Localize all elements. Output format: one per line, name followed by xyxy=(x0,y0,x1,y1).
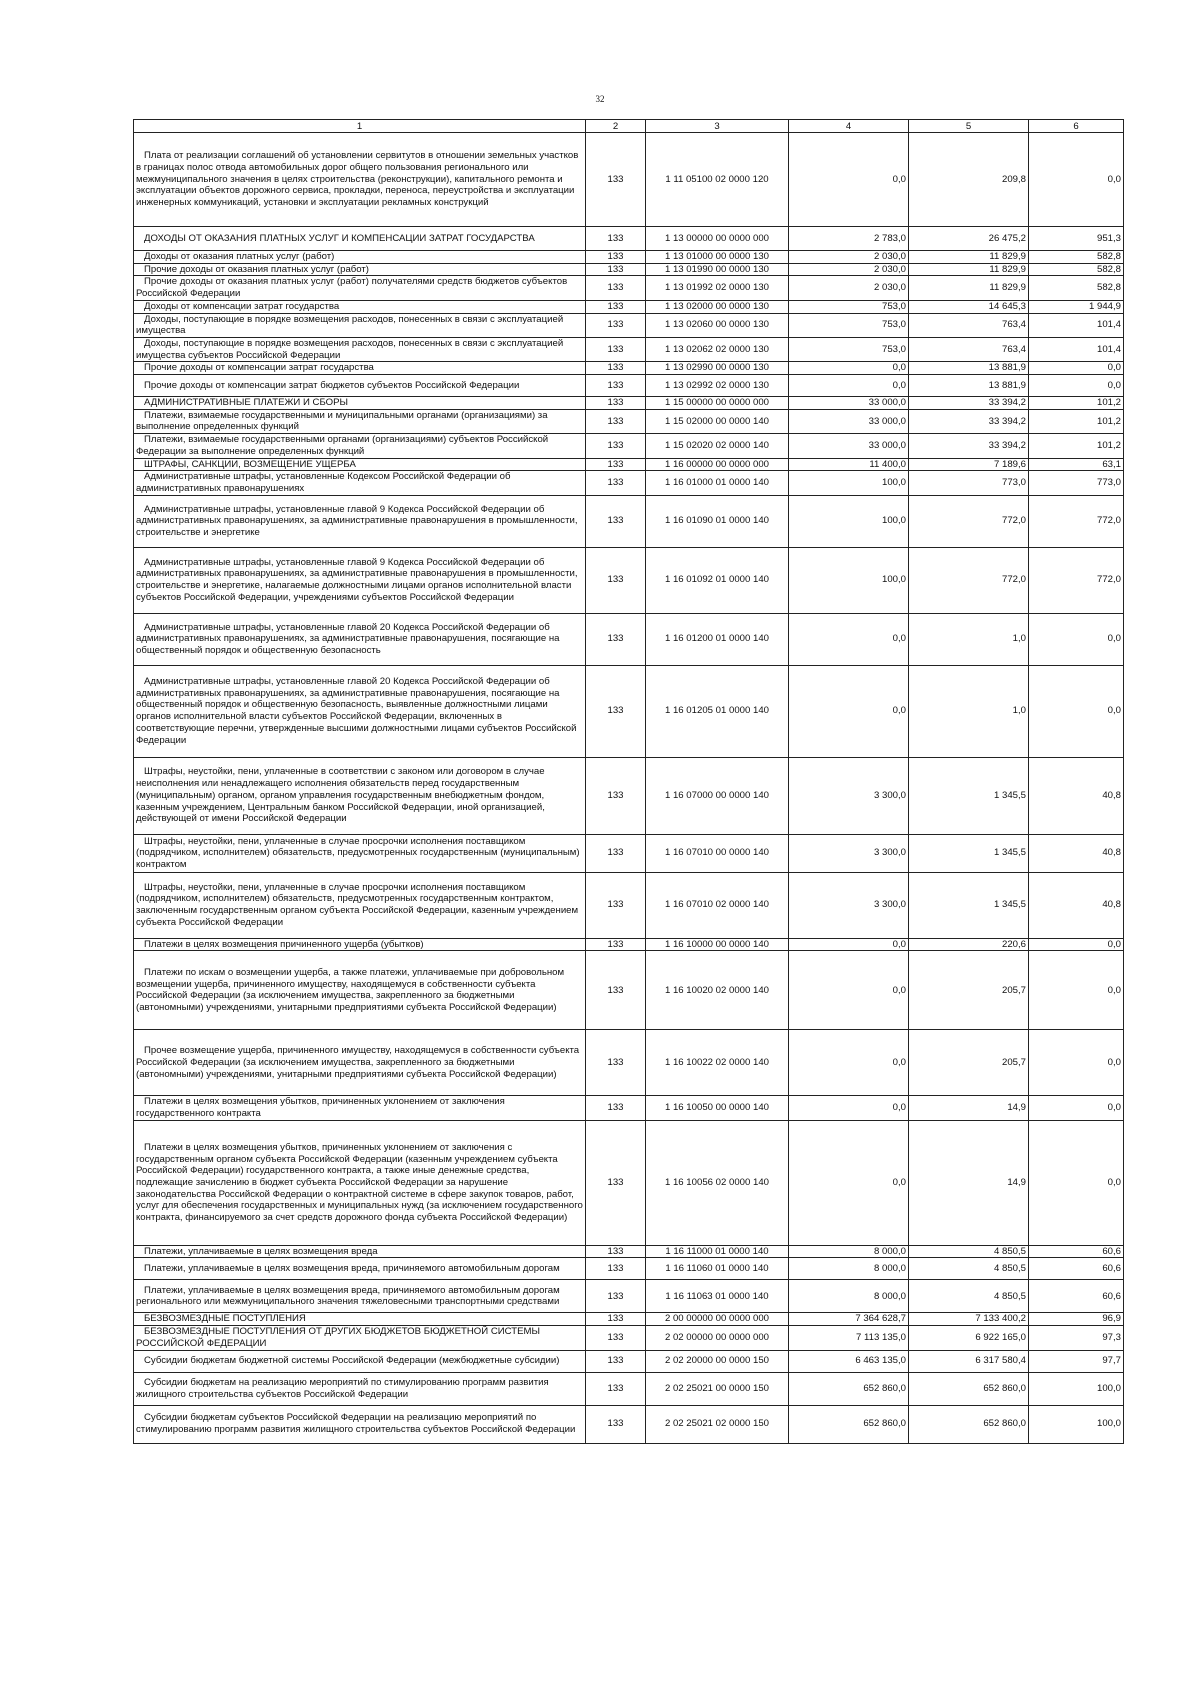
percent-value-cell: 60,6 xyxy=(1029,1258,1124,1280)
budget-code-cell: 1 16 01200 01 0000 140 xyxy=(646,613,789,665)
table-row xyxy=(134,434,1124,458)
actual-value-cell: 773,0 xyxy=(909,471,1029,495)
actual-value-cell: 4 850,5 xyxy=(909,1280,1029,1313)
percent-value-cell: 582,8 xyxy=(1029,276,1124,300)
percent-value-cell: 0,0 xyxy=(1029,1096,1124,1120)
plan-value-cell: 2 030,0 xyxy=(789,276,909,300)
row-name-cell: Платежи, взимаемые государственными и муниципальными органами (организациями) за выполнение определенных функций xyxy=(134,409,586,433)
admin-code-cell: 133 xyxy=(586,938,646,951)
row-name-cell: Прочие доходы от оказания платных услуг (работ) получателями средств бюджетов субъектов Российской Федерации xyxy=(134,276,586,300)
budget-code-cell: 1 13 01990 00 0000 130 xyxy=(646,263,789,276)
actual-value-cell: 26 475,2 xyxy=(909,227,1029,251)
table-row xyxy=(134,300,1124,313)
row-name-cell: Административные штрафы, установленные Кодексом Российской Федерации об административных правонарушениях xyxy=(134,471,586,495)
actual-value-cell: 205,7 xyxy=(909,1030,1029,1096)
plan-value-cell: 753,0 xyxy=(789,300,909,313)
percent-value-cell: 63,1 xyxy=(1029,458,1124,471)
table-row xyxy=(134,1350,1124,1372)
admin-code-cell: 133 xyxy=(586,471,646,495)
row-name-cell: Штрафы, неустойки, пени, уплаченные в случае просрочки исполнения поставщиком (подрядчиком, исполнителем) обязательств, предусмотренных государственным (муниципальным) контрактом xyxy=(134,834,586,872)
row-name-cell: Административные штрафы, установленные главой 9 Кодекса Российской Федерации об административных правонарушениях, за административные правонарушения в промышленности, строительстве и энергетике, налагаемые должностными лицами органов исполнительной власти субъектов Российской Федерации, учреждениями субъектов Российской Федерации xyxy=(134,547,586,613)
table-row xyxy=(134,1120,1124,1245)
plan-value-cell: 8 000,0 xyxy=(789,1245,909,1258)
budget-code-cell: 2 02 20000 00 0000 150 xyxy=(646,1350,789,1372)
row-name-cell: Прочие доходы от компенсации затрат государства xyxy=(134,362,586,375)
table-row xyxy=(134,613,1124,665)
admin-code-cell: 133 xyxy=(586,665,646,757)
row-name-cell: Доходы от оказания платных услуг (работ) xyxy=(134,251,586,264)
percent-value-cell: 772,0 xyxy=(1029,547,1124,613)
plan-value-cell: 0,0 xyxy=(789,1096,909,1120)
actual-value-cell: 14,9 xyxy=(909,1120,1029,1245)
percent-value-cell: 0,0 xyxy=(1029,951,1124,1030)
table-row xyxy=(134,938,1124,951)
row-name-cell: Платежи, уплачиваемые в целях возмещения вреда xyxy=(134,1245,586,1258)
row-name-cell: АДМИНИСТРАТИВНЫЕ ПЛАТЕЖИ И СБОРЫ xyxy=(134,397,586,410)
row-name-cell: Субсидии бюджетам на реализацию мероприятий по стимулированию программ развития жилищного строительства субъектов Российской Федерации xyxy=(134,1372,586,1405)
admin-code-cell: 133 xyxy=(586,872,646,938)
budget-code-cell: 1 16 07000 00 0000 140 xyxy=(646,757,789,834)
percent-value-cell: 101,2 xyxy=(1029,397,1124,410)
table-row xyxy=(134,1030,1124,1096)
percent-value-cell: 97,7 xyxy=(1029,1350,1124,1372)
plan-value-cell: 8 000,0 xyxy=(789,1258,909,1280)
plan-value-cell: 0,0 xyxy=(789,938,909,951)
percent-value-cell: 40,8 xyxy=(1029,872,1124,938)
plan-value-cell: 0,0 xyxy=(789,1120,909,1245)
table-row xyxy=(134,133,1124,227)
table-row xyxy=(134,1372,1124,1405)
table-row xyxy=(134,471,1124,495)
plan-value-cell: 0,0 xyxy=(789,362,909,375)
budget-code-cell: 1 16 10056 02 0000 140 xyxy=(646,1120,789,1245)
revenue-table xyxy=(133,119,1124,1444)
percent-value-cell: 100,0 xyxy=(1029,1405,1124,1443)
row-name-cell: Платежи в целях возмещения причиненного ущерба (убытков) xyxy=(134,938,586,951)
budget-code-cell: 1 16 00000 00 0000 000 xyxy=(646,458,789,471)
row-name-cell: Доходы, поступающие в порядке возмещения расходов, понесенных в связи с эксплуатацией имущества субъектов Российской Федерации xyxy=(134,337,586,361)
table-row xyxy=(134,375,1124,397)
budget-code-cell: 1 16 07010 00 0000 140 xyxy=(646,834,789,872)
plan-value-cell: 11 400,0 xyxy=(789,458,909,471)
budget-code-cell: 1 16 10020 02 0000 140 xyxy=(646,951,789,1030)
percent-value-cell: 101,2 xyxy=(1029,434,1124,458)
budget-code-cell: 1 16 10000 00 0000 140 xyxy=(646,938,789,951)
admin-code-cell: 133 xyxy=(586,276,646,300)
budget-code-cell: 2 02 25021 00 0000 150 xyxy=(646,1372,789,1405)
actual-value-cell: 4 850,5 xyxy=(909,1258,1029,1280)
table-row xyxy=(134,397,1124,410)
budget-code-cell: 1 16 01092 01 0000 140 xyxy=(646,547,789,613)
row-name-cell: Доходы, поступающие в порядке возмещения расходов, понесенных в связи с эксплуатацией имущества xyxy=(134,313,586,337)
admin-code-cell: 133 xyxy=(586,1350,646,1372)
plan-value-cell: 3 300,0 xyxy=(789,834,909,872)
budget-code-cell: 1 16 10050 00 0000 140 xyxy=(646,1096,789,1120)
table-row xyxy=(134,409,1124,433)
budget-code-cell: 2 02 00000 00 0000 000 xyxy=(646,1326,789,1350)
admin-code-cell: 133 xyxy=(586,133,646,227)
table-row xyxy=(134,951,1124,1030)
admin-code-cell: 133 xyxy=(586,375,646,397)
actual-value-cell: 1 345,5 xyxy=(909,757,1029,834)
row-name-cell: Плата от реализации соглашений об установлении сервитутов в отношении земельных участков в границах полос отвода автомобильных дорог общего пользования регионального или межмуниципального значения в целях строительства (реконструкции), капитального ремонта и эксплуатации объектов дорожного сервиса, прокладки, переноса, переустройства и эксплуатации инженерных коммуникаций, установки и эксплуатации рекламных конструкций xyxy=(134,133,586,227)
plan-value-cell: 0,0 xyxy=(789,375,909,397)
admin-code-cell: 133 xyxy=(586,409,646,433)
percent-value-cell: 100,0 xyxy=(1029,1372,1124,1405)
actual-value-cell: 13 881,9 xyxy=(909,362,1029,375)
column-number-header xyxy=(134,120,1124,133)
plan-value-cell: 2 030,0 xyxy=(789,263,909,276)
percent-value-cell: 40,8 xyxy=(1029,834,1124,872)
budget-code-cell: 1 13 02992 02 0000 130 xyxy=(646,375,789,397)
actual-value-cell: 6 317 580,4 xyxy=(909,1350,1029,1372)
admin-code-cell: 133 xyxy=(586,263,646,276)
actual-value-cell: 772,0 xyxy=(909,495,1029,547)
budget-code-cell: 1 16 01205 01 0000 140 xyxy=(646,665,789,757)
percent-value-cell: 40,8 xyxy=(1029,757,1124,834)
column-header: 1 xyxy=(134,120,586,133)
table-row xyxy=(134,263,1124,276)
admin-code-cell: 133 xyxy=(586,613,646,665)
actual-value-cell: 209,8 xyxy=(909,133,1029,227)
row-name-cell: Прочие доходы от компенсации затрат бюджетов субъектов Российской Федерации xyxy=(134,375,586,397)
admin-code-cell: 133 xyxy=(586,434,646,458)
row-name-cell: Прочие доходы от оказания платных услуг (работ) xyxy=(134,263,586,276)
row-name-cell: Платежи, уплачиваемые в целях возмещения вреда, причиняемого автомобильным дорогам регионального или межмуниципального значения тяжеловесными транспортными средствами xyxy=(134,1280,586,1313)
column-header: 4 xyxy=(789,120,909,133)
budget-code-cell: 1 15 02000 00 0000 140 xyxy=(646,409,789,433)
row-name-cell: Доходы от компенсации затрат государства xyxy=(134,300,586,313)
budget-code-cell: 2 00 00000 00 0000 000 xyxy=(646,1313,789,1326)
row-name-cell: Платежи, взимаемые государственными органами (организациями) субъектов Российской Федерации за выполнение определенных функций xyxy=(134,434,586,458)
row-name-cell: Субсидии бюджетам бюджетной системы Российской Федерации (межбюджетные субсидии) xyxy=(134,1350,586,1372)
admin-code-cell: 133 xyxy=(586,757,646,834)
actual-value-cell: 205,7 xyxy=(909,951,1029,1030)
actual-value-cell: 772,0 xyxy=(909,547,1029,613)
budget-code-cell: 1 13 02990 00 0000 130 xyxy=(646,362,789,375)
plan-value-cell: 33 000,0 xyxy=(789,397,909,410)
budget-code-cell: 1 13 01992 02 0000 130 xyxy=(646,276,789,300)
percent-value-cell: 772,0 xyxy=(1029,495,1124,547)
percent-value-cell: 0,0 xyxy=(1029,1120,1124,1245)
row-name-cell: БЕЗВОЗМЕЗДНЫЕ ПОСТУПЛЕНИЯ xyxy=(134,1313,586,1326)
budget-code-cell: 1 16 01090 01 0000 140 xyxy=(646,495,789,547)
budget-code-cell: 1 13 02060 00 0000 130 xyxy=(646,313,789,337)
plan-value-cell: 33 000,0 xyxy=(789,434,909,458)
budget-code-cell: 1 13 00000 00 0000 000 xyxy=(646,227,789,251)
row-name-cell: Штрафы, неустойки, пени, уплаченные в случае просрочки исполнения поставщиком (подрядчиком, исполнителем) обязательств, предусмотренных государственным контрактом, заключенным государственным органом субъекта Российской Федерации, казенным учреждением субъекта Российской Федерации xyxy=(134,872,586,938)
percent-value-cell: 97,3 xyxy=(1029,1326,1124,1350)
actual-value-cell: 11 829,9 xyxy=(909,251,1029,264)
percent-value-cell: 60,6 xyxy=(1029,1280,1124,1313)
budget-code-cell: 1 15 00000 00 0000 000 xyxy=(646,397,789,410)
percent-value-cell: 0,0 xyxy=(1029,938,1124,951)
actual-value-cell: 1 345,5 xyxy=(909,872,1029,938)
budget-code-cell: 1 16 11000 01 0000 140 xyxy=(646,1245,789,1258)
plan-value-cell: 753,0 xyxy=(789,313,909,337)
plan-value-cell: 7 113 135,0 xyxy=(789,1326,909,1350)
plan-value-cell: 753,0 xyxy=(789,337,909,361)
admin-code-cell: 133 xyxy=(586,547,646,613)
percent-value-cell: 773,0 xyxy=(1029,471,1124,495)
actual-value-cell: 1,0 xyxy=(909,613,1029,665)
admin-code-cell: 133 xyxy=(586,1096,646,1120)
budget-code-cell: 1 13 02000 00 0000 130 xyxy=(646,300,789,313)
table-row xyxy=(134,1258,1124,1280)
actual-value-cell: 33 394,2 xyxy=(909,409,1029,433)
percent-value-cell: 0,0 xyxy=(1029,375,1124,397)
table-row xyxy=(134,276,1124,300)
budget-code-cell: 1 15 02020 02 0000 140 xyxy=(646,434,789,458)
table-row xyxy=(134,1326,1124,1350)
row-name-cell: Прочее возмещение ущерба, причиненного имуществу, находящемуся в собственности субъекта Российской Федерации (за исключением имущества, закрепленного за бюджетными (автономными) учреждениями, унитарными предприятиями субъекта Российской Федерации) xyxy=(134,1030,586,1096)
actual-value-cell: 1,0 xyxy=(909,665,1029,757)
table-row xyxy=(134,872,1124,938)
row-name-cell: ШТРАФЫ, САНКЦИИ, ВОЗМЕЩЕНИЕ УЩЕРБА xyxy=(134,458,586,471)
actual-value-cell: 763,4 xyxy=(909,337,1029,361)
row-name-cell: Платежи в целях возмещения убытков, причиненных уклонением от заключения с государственным органом субъекта Российской Федерации (казенным учреждением субъекта Российской Федерации) государственного контракта, а также иные денежные средства, подлежащие зачислению в бюджет субъекта Российской Федерации за нарушение законодательства Российской Федерации о контрактной системе в сфере закупок товаров, работ, услуг для обеспечения государственных и муниципальных нужд (за исключением государственного контракта, финансируемого за счет средств дорожного фонда субъекта Российской Федерации) xyxy=(134,1120,586,1245)
percent-value-cell: 0,0 xyxy=(1029,1030,1124,1096)
admin-code-cell: 133 xyxy=(586,1313,646,1326)
row-name-cell: БЕЗВОЗМЕЗДНЫЕ ПОСТУПЛЕНИЯ ОТ ДРУГИХ БЮДЖЕТОВ БЮДЖЕТНОЙ СИСТЕМЫ РОССИЙСКОЙ ФЕДЕРАЦИИ xyxy=(134,1326,586,1350)
column-header: 6 xyxy=(1029,120,1124,133)
percent-value-cell: 101,4 xyxy=(1029,313,1124,337)
row-name-cell: Административные штрафы, установленные главой 20 Кодекса Российской Федерации об административных правонарушениях, за административные правонарушения, посягающие на общественный порядок и общественную безопасность xyxy=(134,613,586,665)
budget-code-cell: 1 16 07010 02 0000 140 xyxy=(646,872,789,938)
admin-code-cell: 133 xyxy=(586,1372,646,1405)
actual-value-cell: 763,4 xyxy=(909,313,1029,337)
admin-code-cell: 133 xyxy=(586,834,646,872)
plan-value-cell: 2 030,0 xyxy=(789,251,909,264)
admin-code-cell: 133 xyxy=(586,1120,646,1245)
actual-value-cell: 11 829,9 xyxy=(909,263,1029,276)
budget-code-cell: 1 16 10022 02 0000 140 xyxy=(646,1030,789,1096)
percent-value-cell: 0,0 xyxy=(1029,133,1124,227)
row-name-cell: Платежи в целях возмещения убытков, причиненных уклонением от заключения государственного контракта xyxy=(134,1096,586,1120)
budget-code-cell: 1 16 11063 01 0000 140 xyxy=(646,1280,789,1313)
actual-value-cell: 14 645,3 xyxy=(909,300,1029,313)
column-header: 2 xyxy=(586,120,646,133)
table-row xyxy=(134,458,1124,471)
row-name-cell: Штрафы, неустойки, пени, уплаченные в соответствии с законом или договором в случае неисполнения или ненадлежащего исполнения обязательств перед государственным (муниципальным) органом, органом управления государственным внебюджетным фондом, казенным учреждением, Центральным банком Российской Федерации, иной организацией, действующей от имени Российской Федерации xyxy=(134,757,586,834)
plan-value-cell: 0,0 xyxy=(789,1030,909,1096)
admin-code-cell: 133 xyxy=(586,1258,646,1280)
admin-code-cell: 133 xyxy=(586,251,646,264)
percent-value-cell: 1 944,9 xyxy=(1029,300,1124,313)
actual-value-cell: 33 394,2 xyxy=(909,397,1029,410)
percent-value-cell: 101,4 xyxy=(1029,337,1124,361)
actual-value-cell: 14,9 xyxy=(909,1096,1029,1120)
table-row xyxy=(134,1280,1124,1313)
table-row xyxy=(134,251,1124,264)
plan-value-cell: 0,0 xyxy=(789,613,909,665)
percent-value-cell: 101,2 xyxy=(1029,409,1124,433)
plan-value-cell: 100,0 xyxy=(789,547,909,613)
budget-code-cell: 1 16 01000 01 0000 140 xyxy=(646,471,789,495)
admin-code-cell: 133 xyxy=(586,1280,646,1313)
percent-value-cell: 951,3 xyxy=(1029,227,1124,251)
actual-value-cell: 33 394,2 xyxy=(909,434,1029,458)
plan-value-cell: 0,0 xyxy=(789,951,909,1030)
admin-code-cell: 133 xyxy=(586,337,646,361)
plan-value-cell: 0,0 xyxy=(789,133,909,227)
actual-value-cell: 7 133 400,2 xyxy=(909,1313,1029,1326)
plan-value-cell: 652 860,0 xyxy=(789,1405,909,1443)
budget-code-cell: 1 13 01000 00 0000 130 xyxy=(646,251,789,264)
percent-value-cell: 96,9 xyxy=(1029,1313,1124,1326)
percent-value-cell: 0,0 xyxy=(1029,362,1124,375)
percent-value-cell: 0,0 xyxy=(1029,613,1124,665)
plan-value-cell: 652 860,0 xyxy=(789,1372,909,1405)
plan-value-cell: 100,0 xyxy=(789,495,909,547)
plan-value-cell: 6 463 135,0 xyxy=(789,1350,909,1372)
row-name-cell: Субсидии бюджетам субъектов Российской Федерации на реализацию мероприятий по стимулированию программ развития жилищного строительства субъектов Российской Федерации xyxy=(134,1405,586,1443)
admin-code-cell: 133 xyxy=(586,1245,646,1258)
actual-value-cell: 6 922 165,0 xyxy=(909,1326,1029,1350)
table-row xyxy=(134,495,1124,547)
table-row xyxy=(134,362,1124,375)
table-body xyxy=(134,133,1124,1444)
table-row xyxy=(134,337,1124,361)
page-number: 32 xyxy=(595,94,605,104)
table-row xyxy=(134,1313,1124,1326)
plan-value-cell: 100,0 xyxy=(789,471,909,495)
actual-value-cell: 13 881,9 xyxy=(909,375,1029,397)
admin-code-cell: 133 xyxy=(586,313,646,337)
admin-code-cell: 133 xyxy=(586,362,646,375)
admin-code-cell: 133 xyxy=(586,458,646,471)
plan-value-cell: 8 000,0 xyxy=(789,1280,909,1313)
admin-code-cell: 133 xyxy=(586,300,646,313)
row-name-cell: Административные штрафы, установленные главой 20 Кодекса Российской Федерации об административных правонарушениях, за административные правонарушения, посягающие на общественный порядок и общественную безопасность, выявленные должностными лицами органов исполнительной власти субъектов Российской Федерации, включенных в соответствующие перечни, утвержденные высшими должностными лицами субъектов Российской Федерации xyxy=(134,665,586,757)
table-row xyxy=(134,227,1124,251)
table-row xyxy=(134,1405,1124,1443)
table-row xyxy=(134,313,1124,337)
plan-value-cell: 2 783,0 xyxy=(789,227,909,251)
budget-code-cell: 1 16 11060 01 0000 140 xyxy=(646,1258,789,1280)
admin-code-cell: 133 xyxy=(586,1326,646,1350)
table-row xyxy=(134,834,1124,872)
table-row xyxy=(134,665,1124,757)
row-name-cell: Административные штрафы, установленные главой 9 Кодекса Российской Федерации об административных правонарушениях, за административные правонарушения в промышленности, строительстве и энергетике xyxy=(134,495,586,547)
percent-value-cell: 60,6 xyxy=(1029,1245,1124,1258)
actual-value-cell: 652 860,0 xyxy=(909,1405,1029,1443)
actual-value-cell: 7 189,6 xyxy=(909,458,1029,471)
actual-value-cell: 220,6 xyxy=(909,938,1029,951)
plan-value-cell: 33 000,0 xyxy=(789,409,909,433)
actual-value-cell: 11 829,9 xyxy=(909,276,1029,300)
plan-value-cell: 3 300,0 xyxy=(789,872,909,938)
column-header: 5 xyxy=(909,120,1029,133)
row-name-cell: Платежи по искам о возмещении ущерба, а также платежи, уплачиваемые при добровольном возмещении ущерба, причиненного имуществу, находящемуся в собственности субъекта Российской Федерации (за исключением имущества, закрепленного за бюджетными (автономными) учреждениями, унитарными предприятиями субъекта Российской Федерации) xyxy=(134,951,586,1030)
table-row xyxy=(134,1245,1124,1258)
row-name-cell: ДОХОДЫ ОТ ОКАЗАНИЯ ПЛАТНЫХ УСЛУГ И КОМПЕНСАЦИИ ЗАТРАТ ГОСУДАРСТВА xyxy=(134,227,586,251)
plan-value-cell: 0,0 xyxy=(789,665,909,757)
admin-code-cell: 133 xyxy=(586,397,646,410)
admin-code-cell: 133 xyxy=(586,227,646,251)
table-row xyxy=(134,757,1124,834)
admin-code-cell: 133 xyxy=(586,1405,646,1443)
table-row xyxy=(134,547,1124,613)
column-header: 3 xyxy=(646,120,789,133)
percent-value-cell: 582,8 xyxy=(1029,251,1124,264)
plan-value-cell: 3 300,0 xyxy=(789,757,909,834)
actual-value-cell: 1 345,5 xyxy=(909,834,1029,872)
actual-value-cell: 652 860,0 xyxy=(909,1372,1029,1405)
row-name-cell: Платежи, уплачиваемые в целях возмещения вреда, причиняемого автомобильным дорогам xyxy=(134,1258,586,1280)
percent-value-cell: 0,0 xyxy=(1029,665,1124,757)
budget-code-cell: 1 11 05100 02 0000 120 xyxy=(646,133,789,227)
admin-code-cell: 133 xyxy=(586,495,646,547)
admin-code-cell: 133 xyxy=(586,1030,646,1096)
plan-value-cell: 7 364 628,7 xyxy=(789,1313,909,1326)
table-row xyxy=(134,1096,1124,1120)
budget-code-cell: 1 13 02062 02 0000 130 xyxy=(646,337,789,361)
budget-code-cell: 2 02 25021 02 0000 150 xyxy=(646,1405,789,1443)
percent-value-cell: 582,8 xyxy=(1029,263,1124,276)
admin-code-cell: 133 xyxy=(586,951,646,1030)
actual-value-cell: 4 850,5 xyxy=(909,1245,1029,1258)
